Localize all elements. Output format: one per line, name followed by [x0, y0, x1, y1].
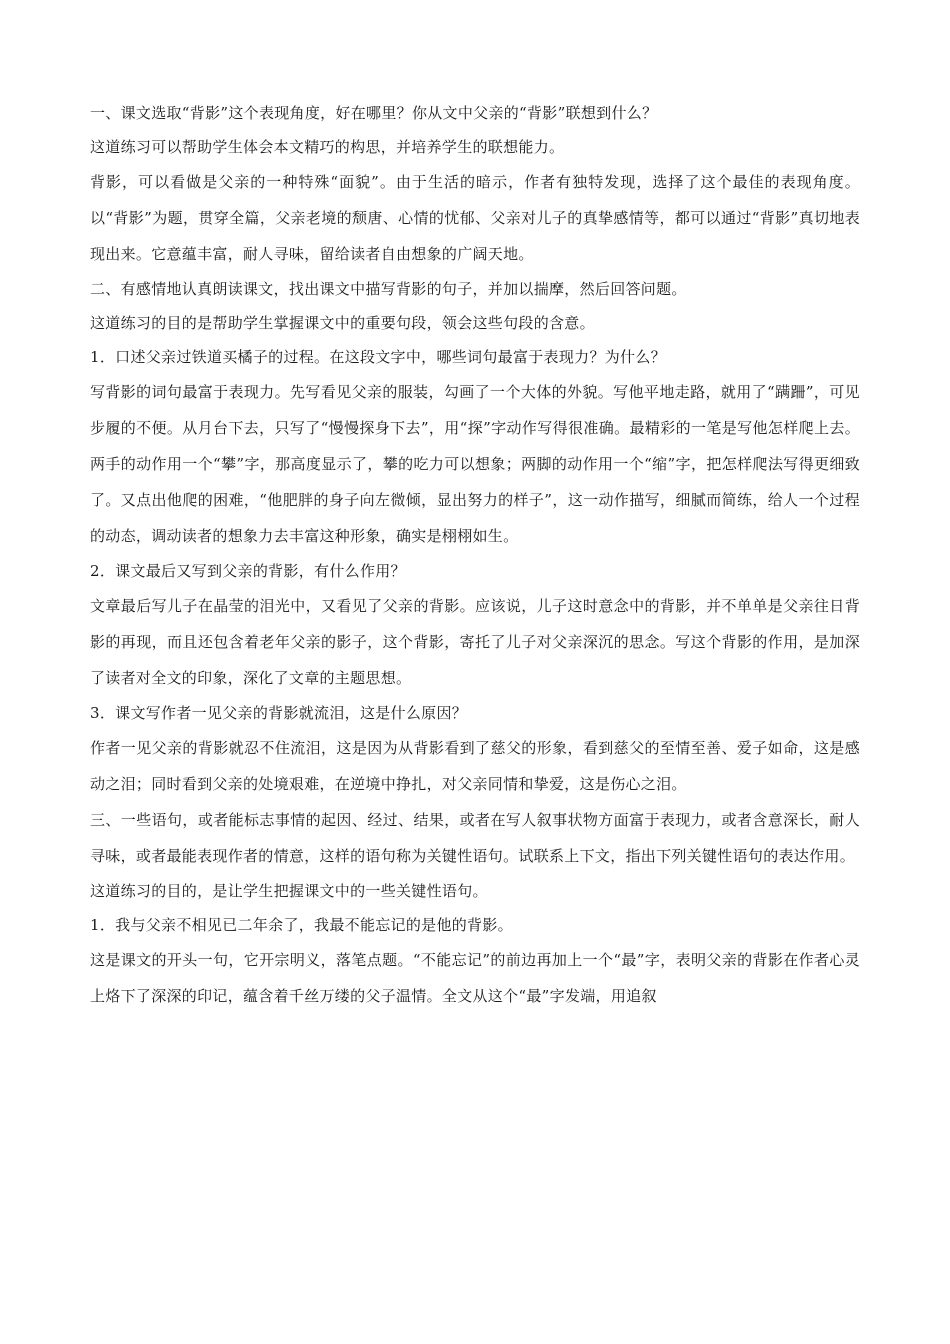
document-body [90, 96, 860, 1014]
question-1-answer: 背影，可以看做是父亲的一种特殊“面貌”。由于生活的暗示，作者有独特发现，选择了这个最佳的表现角度。以“背影”为题，贯穿全篇，父亲老境的颓唐、心情的忧郁、父亲对儿子的真挚感情等，都可以通过“背影”真切地表现出来。它意蕴丰富，耐人寻味，留给读者自由想象的广阔天地。 [90, 173, 860, 263]
question-1-purpose: 这道练习可以帮助学生体会本文精巧的构思，并培养学生的联想能力。 [90, 138, 565, 156]
question-3-1-answer: 这是课文的开头一句，它开宗明义，落笔点题。“不能忘记”的前边再加上一个“最”字，表明父亲的背影在作者心灵上烙下了深深的印记，蕴含着千丝万缕的父子温情。全文从这个“最”字发端，用追叙 [90, 951, 860, 1005]
question-3-purpose: 这道练习的目的，是让学生把握课文中的一些关键性语句。 [90, 882, 488, 900]
question-3-heading: 三、一些语句，或者能标志事情的起因、经过、结果，或者在写人叙事状物方面富于表现力，或者含意深长，耐人寻味，或者最能表现作者的情意，这样的语句称为关键性语句。试联系上下文，指出下列关键性语句的表达作用。 [90, 811, 860, 865]
question-2-1-answer: 写背影的词句最富于表现力。先写看见父亲的服装，勾画了一个大体的外貌。写他平地走路，就用了“蹒跚”，可见步履的不便。从月台下去，只写了“慢慢探身下去”，用“探”字动作写得很准确。最精彩的一笔是写他怎样爬上去。两手的动作用一个“攀”字，那高度显示了，攀的吃力可以想象；两脚的动作用一个“缩”字，把怎样爬法写得更细致了。又点出他爬的困难，“他肥胖的身子向左微倾，显出努力的样子”，这一动作描写，细腻而简练，给人一个过程的动态，调动读者的想象力去丰富这种形象，确实是栩栩如生。 [90, 383, 860, 545]
question-2-2-answer: 文章最后写儿子在晶莹的泪光中，又看见了父亲的背影。应该说，儿子这时意念中的背影，并不单单是父亲往日背影的再现，而且还包含着老年父亲的影子，这个背影，寄托了儿子对父亲深沉的思念。写这个背影的作用，是加深了读者对全文的印象，深化了文章的主题思想。 [90, 597, 860, 687]
question-1-heading: 一、课文选取“背影”这个表现角度，好在哪里？你从文中父亲的“背影”联想到什么？ [90, 104, 658, 122]
question-2-2-prompt: 2．课文最后又写到父亲的背影，有什么作用？ [90, 562, 406, 580]
question-2-3-prompt: 3．课文写作者一见父亲的背影就流泪，这是什么原因？ [90, 704, 468, 722]
question-2-purpose: 这道练习的目的是帮助学生掌握课文中的重要句段，领会这些句段的含意。 [90, 314, 595, 332]
question-3-1-sentence: 1．我与父亲不相见已二年余了，我最不能忘记的是他的背影。 [90, 916, 513, 934]
question-2-heading: 二、有感情地认真朗读课文，找出课文中描写背影的句子，并加以揣摩，然后回答问题。 [90, 280, 687, 298]
question-2-3-answer: 作者一见父亲的背影就忍不住流泪，这是因为从背影看到了慈父的形象，看到慈父的至情至善、爱子如命，这是感动之泪；同时看到父亲的处境艰难，在逆境中挣扎，对父亲同情和挚爱，这是伤心之泪。 [90, 739, 860, 793]
question-2-1-prompt: 1．口述父亲过铁道买橘子的过程。在这段文字中，哪些词句最富于表现力？为什么？ [90, 348, 666, 366]
